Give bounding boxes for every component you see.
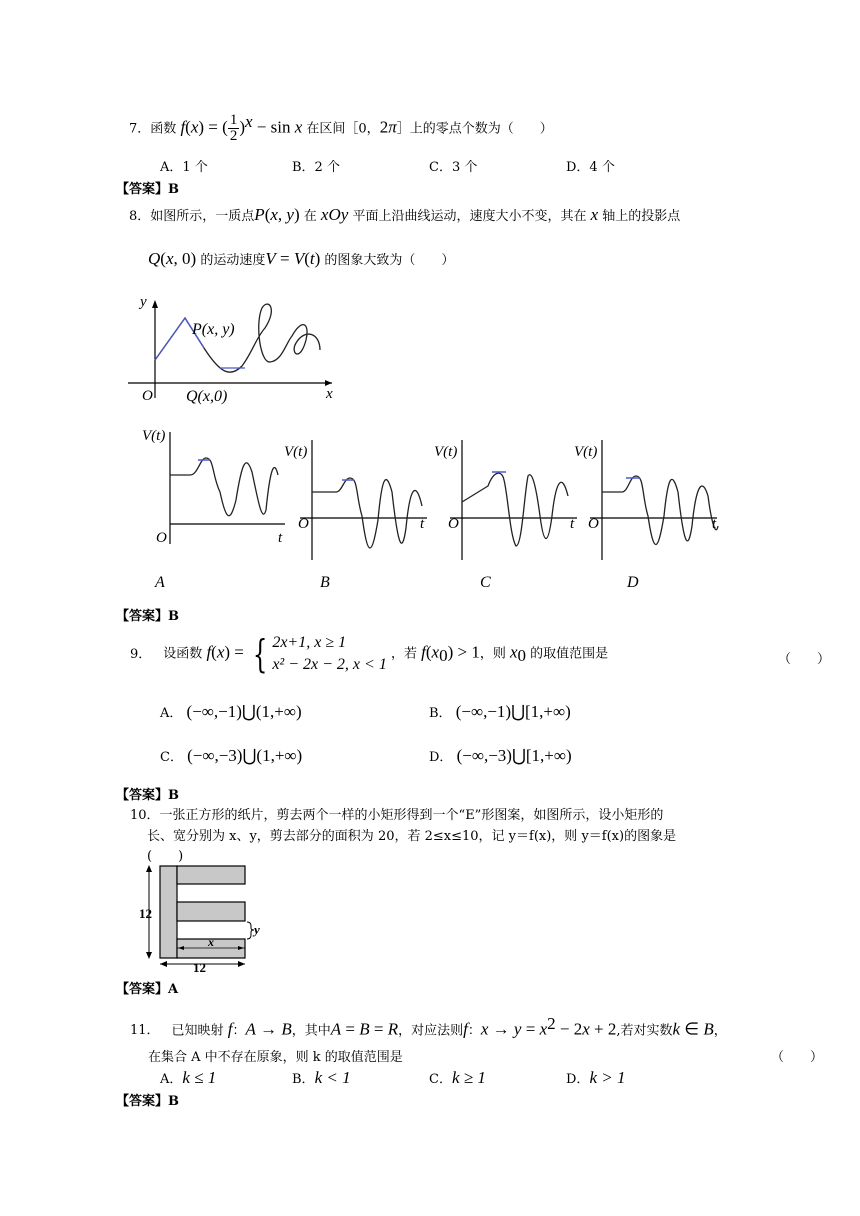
q11-choice-a: A．k ≤ 1 — [160, 1068, 217, 1087]
q8-graph-b — [282, 436, 432, 566]
graph-d-vlabel: V(t) — [574, 444, 598, 460]
q8-graph-d — [572, 436, 722, 566]
q9-choice-b: B． (−∞,−1)⋃[1,+∞) — [429, 702, 571, 721]
q9-stem: 9． 设函数 f(x) = { 2x+1, x ≥ 1 x² − 2x − 2, x < 1 ，若 $f(x_0) > 1$，则 $x_0$ 的取值范围是 — [130, 632, 609, 676]
q7-question-end: ］上的零点个数为（ ） — [396, 121, 553, 137]
fig-origin: O — [142, 388, 153, 404]
graph-d-origin: O — [588, 516, 599, 532]
q10-line2: 长、宽分别为 x、y，剪去部分的面积为 20，若 2≤x≤10，记 y＝f(x)，则 y＝f(x)的图象是 — [147, 829, 677, 844]
q11-choice-c: C．k ≥ 1 — [429, 1068, 486, 1087]
q7-choice-c: C．3 个 — [429, 160, 478, 175]
graph-b-vlabel: V(t) — [284, 444, 308, 460]
q10-answer: 【答案】A — [116, 982, 179, 997]
graph-a-vlabel: V(t) — [142, 428, 166, 444]
q11-answer: 【答案】B — [116, 1094, 179, 1109]
q9-case2: x² − 2x − 2, x < 1 — [272, 656, 387, 673]
q8-graph-a — [140, 420, 290, 550]
q7-formula: f — [180, 117, 186, 137]
graph-a-tlabel: t — [278, 530, 283, 546]
q7-fraction: $\frac{1}{2}$ — [229, 112, 238, 145]
graph-b-tlabel: t — [420, 516, 425, 532]
fig-y-label: y — [140, 294, 147, 310]
q9-choice-d: D． (−∞,−3)⋃[1,+∞) — [429, 746, 572, 765]
q9-choice-a: A． (−∞,−1)⋃(1,+∞) — [160, 702, 302, 721]
fig-bottom-label: 12 — [193, 960, 206, 974]
q9-case1: 2x+1, x ≥ 1 — [272, 634, 347, 651]
q7-interval-text: 在区间［0， — [306, 121, 380, 137]
fig-P-label: P(x, y) — [192, 321, 235, 338]
q8-line2: Q(x, 0) 的运动速度V = V(t) 的图象大致为（ ） — [148, 249, 455, 268]
graph-d-tlabel: t — [712, 516, 717, 532]
option-label-c: C — [480, 574, 491, 591]
q9-paren: （ ） — [778, 652, 831, 667]
q10-e-figure — [135, 862, 270, 974]
option-label-b: B — [320, 574, 330, 591]
q10-line1: 10．一张正方形的纸片，剪去两个一样的小矩形得到一个“E”形图案，如图所示，设小矩形的 — [130, 808, 664, 823]
fig-y-label: y — [254, 922, 260, 937]
q11-line2: 在集合 A 中不存在原象，则 k 的取值范围是 — [148, 1050, 403, 1065]
q8-answer: 【答案】B — [116, 609, 179, 624]
q7-choice-d: D．4 个 — [566, 160, 615, 175]
q8-graph-c — [432, 436, 582, 566]
q8-line1: 8．如图所示，一质点P(x, y) 在 xOy 平面上沿曲线运动，速度大小不变，其在 x 轴上的投影点 — [129, 205, 681, 224]
q7-choice-b: B．2 个 — [292, 160, 340, 175]
q7-choice-a: A．1 个 — [160, 160, 208, 175]
q11-paren: （ ） — [771, 1050, 824, 1065]
graph-a-origin: O — [156, 530, 167, 546]
q11-choice-b: B．k < 1 — [292, 1068, 351, 1087]
option-label-a: A — [155, 574, 165, 591]
fig-side-label: 12 — [139, 906, 152, 921]
q7-stem: 7．函数 f(x) = ( $\frac{1}{2}$ )$^x$ − sin x 在区间［0，2π］上的零点个数为（ ） — [129, 112, 553, 145]
q11-choice-d: D．k > 1 — [566, 1068, 626, 1087]
fig-x-label: x — [326, 386, 333, 402]
fig-x-label: x — [208, 935, 214, 949]
q7-answer: 【答案】B — [116, 182, 179, 197]
q7-number: 7． — [129, 121, 151, 137]
graph-c-origin: O — [448, 516, 459, 532]
q7-prefix: 函数 — [150, 121, 177, 137]
option-label-d: D — [627, 574, 639, 591]
graph-c-vlabel: V(t) — [434, 444, 458, 460]
q10-line3: ( ) — [147, 849, 184, 864]
q11-line1: 11． 已知映射 f：A → B，其中A = B = R，对应法则f：$x \to y = x^2 - 2x + 2$,若对实数k ∈ B， — [130, 1014, 727, 1039]
q9-choice-c: C． (−∞,−3)⋃(1,+∞) — [160, 746, 303, 765]
q8-path-figure — [120, 288, 350, 408]
q9-answer: 【答案】B — [116, 788, 179, 803]
graph-b-origin: O — [298, 516, 309, 532]
particle-curve — [155, 304, 320, 372]
fig-Q-label: Q(x,0) — [186, 388, 228, 405]
graph-c-tlabel: t — [570, 516, 575, 532]
